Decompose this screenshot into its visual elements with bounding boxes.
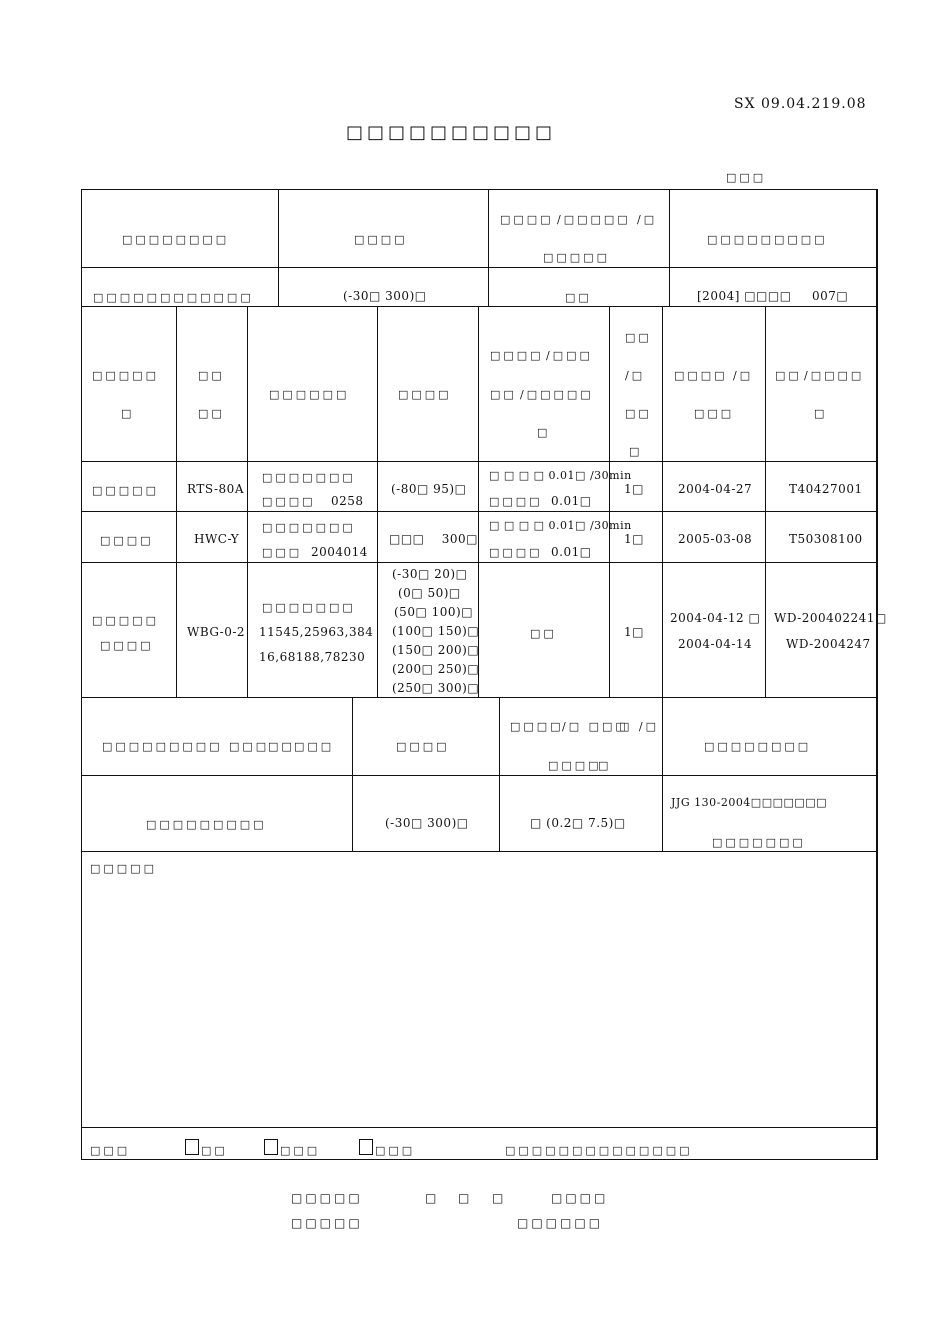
eq-h5c: □□ — [490, 388, 517, 401]
eq-date: 2004-04-27 — [678, 482, 753, 496]
eq-serial-2b: 2004014 — [311, 545, 368, 559]
rule — [81, 267, 878, 268]
eq-serial-2b: 0258 — [331, 494, 364, 508]
document-code: SX 09.04.219.08 — [734, 96, 867, 112]
rule — [499, 697, 500, 851]
signature-mark-2: □ — [458, 1191, 473, 1205]
eq-qty: 1□ — [624, 532, 644, 546]
std-spec-1: JJG 130-2004□□□□□□□ — [671, 796, 828, 809]
std-name: □□□□□□□□□ — [146, 818, 267, 831]
eq-range: □□□ 300□ — [389, 532, 479, 546]
std-h3b: /□ □□□ — [562, 720, 629, 733]
header-cell-4: □□□□□□□□□ — [707, 233, 828, 246]
option-2-checkbox[interactable] — [264, 1139, 278, 1155]
eq-accuracy-2a: □□□□ — [489, 495, 543, 508]
eq-h7c: □□□ — [694, 407, 735, 420]
eq-h2a: □□ — [198, 369, 225, 382]
row1-cell-1: □□□□□□□□□□□□ — [93, 291, 254, 304]
eq-accuracy-2a: □□□□ — [489, 546, 543, 559]
rule — [81, 461, 878, 462]
eq-range: (-80□ 95)□ — [391, 482, 467, 496]
std-range: (-30□ 300)□ — [385, 816, 469, 830]
eq-range-7: (250□ 300)□ — [392, 681, 480, 695]
option-3-checkbox[interactable] — [359, 1139, 373, 1155]
eq-range-1: (-30□ 20)□ — [392, 567, 468, 581]
eq-cert-1: WD-200402241□ — [774, 611, 887, 625]
eq-model: WBG-0-2 — [187, 625, 246, 639]
page-title: □□□□□□□□□□ — [346, 122, 557, 143]
eq-date-2: 2004-04-14 — [678, 637, 753, 651]
option-2-label: □□□ — [280, 1144, 321, 1157]
eq-serial-1: □□□□□□□ — [262, 471, 356, 484]
rule — [81, 562, 878, 563]
header-cell-2: □□□□ — [354, 233, 408, 246]
signature-label-1: □□□□□ — [291, 1191, 363, 1205]
eq-qty: 1□ — [624, 625, 644, 639]
eq-cert-2: WD-2004247 — [786, 637, 871, 651]
rule — [81, 775, 878, 776]
eq-model: RTS-80A — [187, 482, 244, 496]
eq-h8b: /□□□□ — [804, 369, 865, 382]
rule — [609, 306, 610, 697]
rule — [278, 189, 279, 306]
eq-serial-2a: □□□□ — [262, 495, 316, 508]
std-h3e: □ — [598, 759, 612, 772]
eq-range-2: (0□ 50)□ — [398, 586, 461, 600]
eq-date: 2005-03-08 — [678, 532, 753, 546]
eq-h2b: □□ — [198, 407, 225, 420]
rule — [81, 306, 878, 307]
eq-accuracy-2b: 0.01□ — [551, 545, 592, 559]
option-1-label: □□ — [201, 1144, 228, 1157]
eq-cert: T40427001 — [789, 482, 863, 496]
form-border — [81, 189, 878, 1160]
header-cell-3b: /□□□□□ — [557, 213, 631, 226]
eq-h3: □□□□□□ — [269, 388, 350, 401]
rule — [662, 306, 663, 697]
eq-h7b: /□ — [733, 369, 754, 382]
std-spec-2: □□□□□□□ — [712, 836, 806, 849]
eq-cert: T50308100 — [789, 532, 863, 546]
signature-label-2: □□□□ — [551, 1191, 609, 1205]
sub-label: □□□ — [726, 171, 767, 184]
std-h3d: □□□□ — [548, 759, 602, 772]
eq-h8a: □□ — [775, 369, 802, 382]
signature-label-4: □□□□□□ — [517, 1216, 604, 1230]
rule — [352, 697, 353, 851]
eq-accuracy-2b: 0.01□ — [551, 494, 592, 508]
eq-accuracy-1: □ □ □ □ 0.01□ /30min — [489, 469, 632, 482]
eq-serial-2: 11545,25963,384 — [259, 625, 374, 639]
eq-date-1: 2004-04-12 □ — [670, 611, 761, 625]
eq-name: □□□□ — [100, 534, 154, 547]
rule — [81, 851, 878, 852]
header-cell-3a: □□□□ — [500, 213, 554, 226]
eq-h5b: /□□□ — [546, 349, 593, 362]
eq-h5e: □ — [537, 426, 551, 439]
eq-name-2: □□□□ — [100, 639, 154, 652]
eq-h5d: /□□□□□ — [520, 388, 594, 401]
rule — [669, 189, 670, 306]
rule — [81, 1127, 878, 1128]
eq-range-3: (50□ 100)□ — [394, 605, 474, 619]
rule — [377, 306, 378, 697]
eq-h1a: □□□□□ — [92, 369, 159, 382]
eq-h5a: □□□□ — [490, 349, 544, 362]
header-cell-1: □□□□□□□□ — [122, 233, 230, 246]
std-h2: □□□□ — [396, 740, 450, 753]
std-h1a: □□□□□□□□□ — [102, 740, 223, 753]
row1-cell-4b: 007□ — [812, 289, 849, 303]
eq-qty: 1□ — [624, 482, 644, 496]
row1-cell-3: □□ — [565, 291, 592, 304]
header-cell-3d: □□□□□ — [543, 251, 610, 264]
row1-cell-4a: [2004] □□□□ — [697, 289, 792, 303]
row1-cell-2: (-30□ 300)□ — [343, 289, 427, 303]
eq-h8c: □ — [814, 407, 828, 420]
remarks-label: □□□□□ — [90, 862, 157, 875]
eq-name: □□□□□ — [92, 484, 159, 497]
std-h3c: □ /□ — [619, 720, 659, 733]
header-cell-3c: /□ — [637, 213, 658, 226]
rule — [488, 189, 489, 306]
std-accuracy: □ (0.2□ 7.5)□ — [530, 816, 626, 830]
eq-serial-1: □□□□□□□ — [262, 521, 356, 534]
std-h1b: □□□ — [229, 740, 270, 753]
rule — [81, 697, 878, 698]
conclusion-note: □□□□□□□□□□□□□□ — [505, 1144, 693, 1157]
std-h3a: □□□□ — [510, 720, 564, 733]
option-1-checkbox[interactable] — [185, 1139, 199, 1155]
eq-accuracy-1: □ □ □ □ 0.01□ /30min — [489, 519, 632, 532]
eq-range-6: (200□ 250)□ — [392, 662, 480, 676]
std-h1d: □□□ — [294, 740, 335, 753]
eq-h1b: □ — [121, 407, 135, 420]
eq-range-5: (150□ 200)□ — [392, 643, 480, 657]
eq-serial-2a: □□□ — [262, 546, 303, 559]
rule — [81, 511, 878, 512]
std-h4: □□□□□□□□ — [704, 740, 812, 753]
signature-label-3: □□□□□ — [291, 1216, 363, 1230]
eq-name-1: □□□□□ — [92, 614, 159, 627]
eq-h7a: □□□□ — [674, 369, 728, 382]
eq-h4: □□□□ — [398, 388, 452, 401]
eq-model: HWC-Y — [194, 532, 240, 546]
eq-serial-3: 16,68188,78230 — [259, 650, 366, 664]
signature-mark-3: □ — [492, 1191, 507, 1205]
eq-range-4: (100□ 150)□ — [392, 624, 480, 638]
std-h1c: □□ — [268, 740, 295, 753]
eq-h6d: □ — [629, 445, 643, 458]
rule — [478, 306, 479, 697]
rule — [176, 306, 177, 697]
rule — [247, 306, 248, 697]
eq-h6a: □□ — [625, 331, 652, 344]
eq-accuracy: □□ — [530, 627, 557, 640]
signature-mark-1: □ — [425, 1191, 440, 1205]
eq-h6b: /□ — [625, 369, 646, 382]
rule — [765, 306, 766, 697]
rule — [662, 697, 663, 851]
eq-h6c: □□ — [625, 407, 652, 420]
option-3-label: □□□ — [375, 1144, 416, 1157]
conclusion-label: □□□ — [90, 1144, 131, 1157]
eq-serial-1: □□□□□□□ — [262, 601, 356, 614]
